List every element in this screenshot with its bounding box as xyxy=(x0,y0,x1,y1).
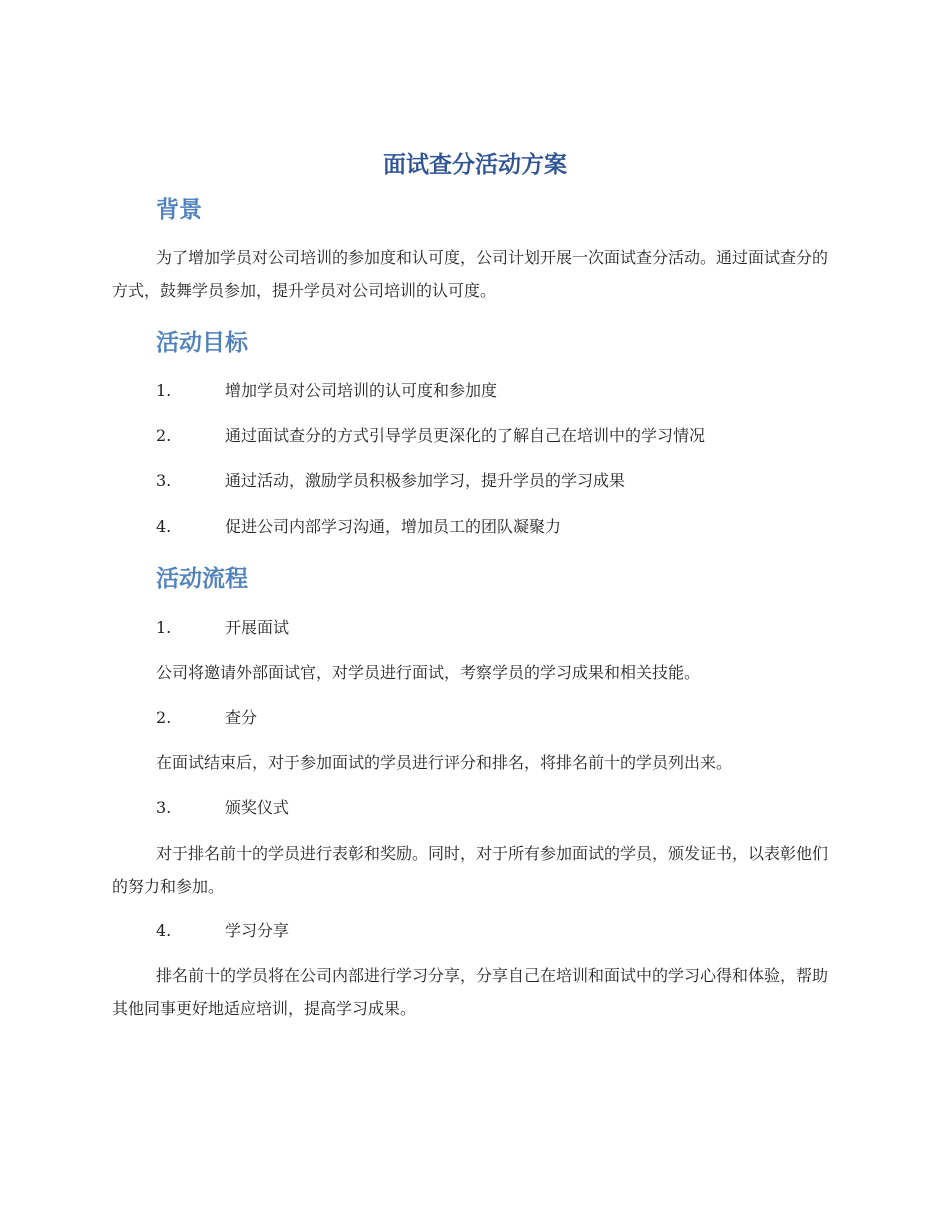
step-number: 3. xyxy=(156,798,172,817)
step-number: 2. xyxy=(156,708,172,727)
step-number: 1. xyxy=(156,618,172,637)
background-paragraph: 为了增加学员对公司培训的参加度和认可度，公司计划开展一次面试查分活动。通过面试查分的方式，鼓舞学员参加，提升学员对公司培训的认可度。 xyxy=(112,248,829,300)
step-title: 颁奖仪式 xyxy=(225,798,290,817)
goal-item xyxy=(156,516,561,538)
step-title: 学习分享 xyxy=(225,921,290,940)
goal-number: 1. xyxy=(156,381,172,400)
goal-text: 促进公司内部学习沟通，增加员工的团队凝聚力 xyxy=(225,517,562,536)
goal-number: 2. xyxy=(156,426,172,445)
goal-text: 增加学员对公司培训的认可度和参加度 xyxy=(225,381,498,400)
process-step-title xyxy=(156,920,289,942)
goal-item xyxy=(156,470,625,492)
process-step-title xyxy=(156,707,257,729)
heading-background: 背景 xyxy=(156,197,202,223)
document-title: 面试查分活动方案 xyxy=(383,152,567,178)
step-description: 排名前十的学员将在公司内部进行学习分享，分享自己在培训和面试中的学习心得和体验，帮助其他同事更好地适应培训，提高学习成果。 xyxy=(112,966,829,1018)
step-title: 查分 xyxy=(225,708,258,727)
goal-item xyxy=(156,380,497,402)
step-description: 对于排名前十的学员进行表彰和奖励。同时，对于所有参加面试的学员，颁发证书，以表彰他们的努力和参加。 xyxy=(112,844,829,896)
process-step-title xyxy=(156,797,289,819)
goal-number: 3. xyxy=(156,471,172,490)
heading-goals: 活动目标 xyxy=(156,330,248,356)
step-description: 在面试结束后，对于参加面试的学员进行评分和排名，将排名前十的学员列出来。 xyxy=(156,753,733,772)
goal-text: 通过活动，激励学员积极参加学习，提升学员的学习成果 xyxy=(225,471,626,490)
step-title: 开展面试 xyxy=(225,618,290,637)
step-description: 公司将邀请外部面试官，对学员进行面试，考察学员的学习成果和相关技能。 xyxy=(156,663,701,682)
goal-item xyxy=(156,425,705,447)
goal-text: 通过面试查分的方式引导学员更深化的了解自己在培训中的学习情况 xyxy=(225,426,706,445)
process-step-title xyxy=(156,617,289,639)
heading-process: 活动流程 xyxy=(156,566,248,592)
goal-number: 4. xyxy=(156,517,172,536)
step-number: 4. xyxy=(156,921,172,940)
